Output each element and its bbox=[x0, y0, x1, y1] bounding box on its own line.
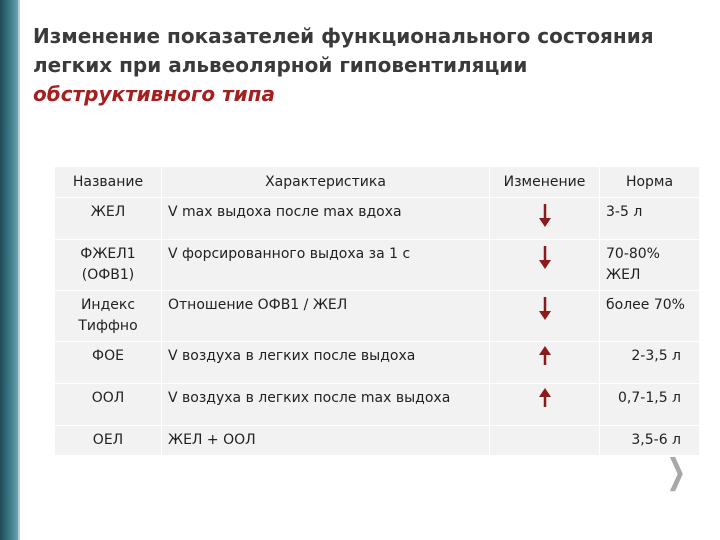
table-row bbox=[55, 384, 700, 426]
cell-characteristic: Отношение ОФВ1 / ЖЕЛ bbox=[162, 291, 490, 342]
cell-name: ЖЕЛ bbox=[55, 198, 162, 240]
header-characteristic: Характеристика bbox=[162, 167, 490, 198]
left-decor-bar bbox=[0, 0, 18, 540]
arrow-down-icon bbox=[539, 202, 551, 228]
table-row bbox=[55, 342, 700, 384]
cell-characteristic: V форсированного выдоха за 1 с bbox=[162, 240, 490, 291]
table-row bbox=[55, 198, 700, 240]
cell-change bbox=[490, 240, 600, 291]
cell-name: ООЛ bbox=[55, 384, 162, 426]
arrow-down-icon bbox=[539, 244, 551, 270]
cell-name: ФОЕ bbox=[55, 342, 162, 384]
cell-change bbox=[490, 291, 600, 342]
cell-norm: 0,7-1,5 л bbox=[600, 384, 700, 426]
table-header-row bbox=[55, 167, 700, 198]
chevron-right-icon[interactable]: ❯ bbox=[666, 452, 687, 492]
cell-characteristic: V max выдоха после max вдоха bbox=[162, 198, 490, 240]
header-norm: Норма bbox=[600, 167, 700, 198]
header-name: Название bbox=[55, 167, 162, 198]
title-line-1: Изменение показателей функционального состояния bbox=[33, 24, 654, 48]
table-row bbox=[55, 291, 700, 342]
cell-norm: 3-5 л bbox=[600, 198, 700, 240]
cell-name: ФЖЕЛ1 (ОФВ1) bbox=[55, 240, 162, 291]
table-row bbox=[55, 426, 700, 456]
table-row bbox=[55, 240, 700, 291]
arrow-up-icon bbox=[539, 346, 551, 372]
cell-characteristic: V воздуха в легких после выдоха bbox=[162, 342, 490, 384]
cell-change bbox=[490, 342, 600, 384]
header-change: Изменение bbox=[490, 167, 600, 198]
arrow-up-icon bbox=[539, 388, 551, 414]
cell-change bbox=[490, 198, 600, 240]
cell-change bbox=[490, 426, 600, 456]
cell-norm: 3,5-6 л bbox=[600, 426, 700, 456]
cell-norm: более 70% bbox=[600, 291, 700, 342]
cell-norm: 2-3,5 л bbox=[600, 342, 700, 384]
indicators-table bbox=[55, 167, 700, 456]
arrow-down-icon bbox=[539, 295, 551, 321]
cell-norm: 70-80% ЖЕЛ bbox=[600, 240, 700, 291]
cell-name: Индекс Тиффно bbox=[55, 291, 162, 342]
title-accent: обструктивного типа bbox=[33, 82, 275, 106]
title-line-2: легких при альвеолярной гиповентиляции bbox=[33, 53, 528, 77]
cell-characteristic: V воздуха в легких после max выдоха bbox=[162, 384, 490, 426]
slide-title bbox=[33, 22, 703, 109]
cell-change bbox=[490, 384, 600, 426]
cell-characteristic: ЖЕЛ + ООЛ bbox=[162, 426, 490, 456]
cell-name: ОЕЛ bbox=[55, 426, 162, 456]
